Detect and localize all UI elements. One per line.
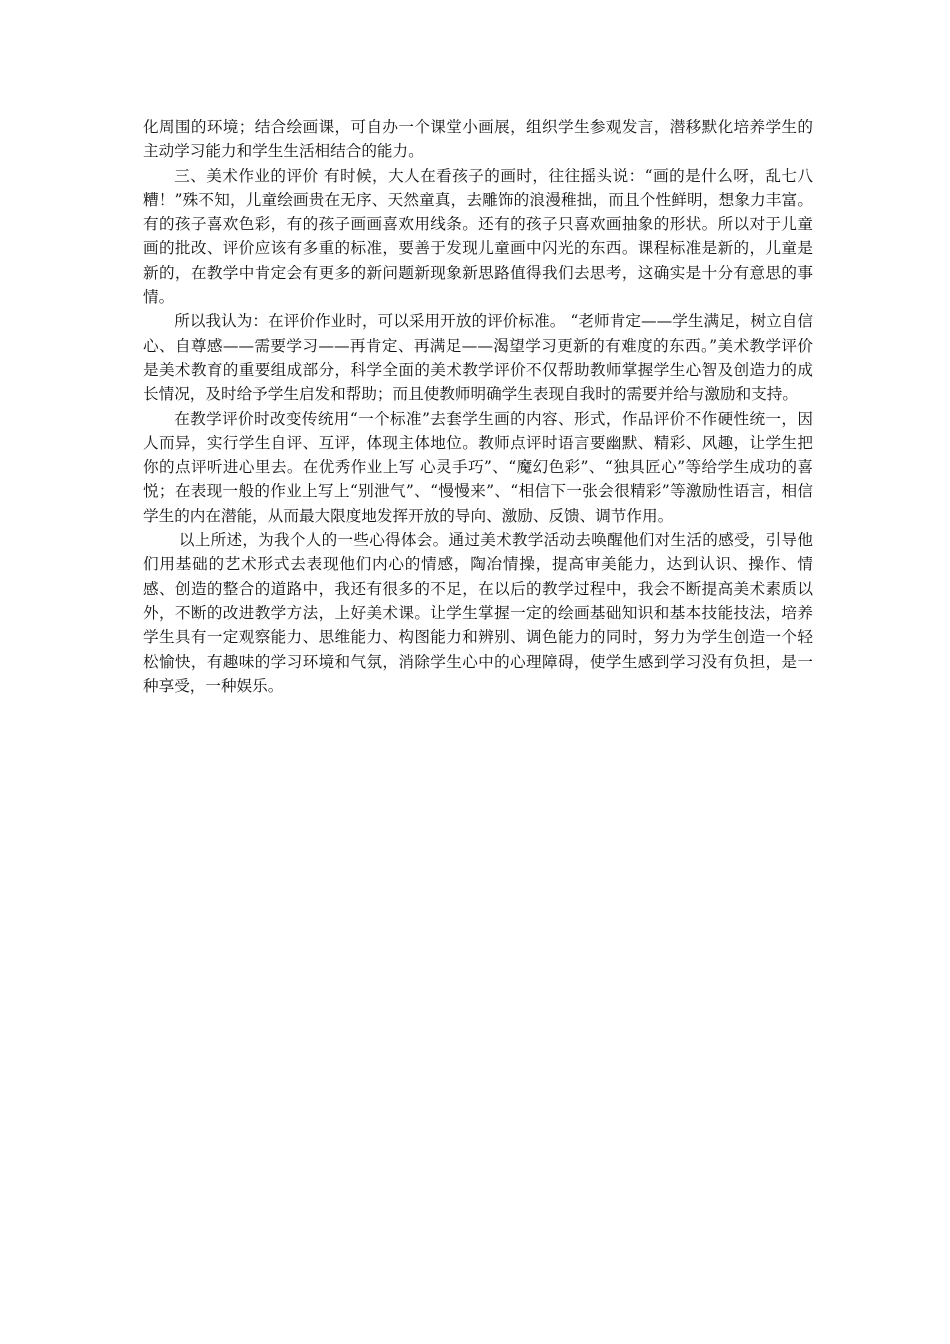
paragraph-teaching-evaluation-change: 在教学评价时改变传统用“一个标准”去套学生画的内容、形式，作品评价不作硬性统一，因人而异，实行学生自评、互评，体现主体地位。教师点评时语言要幽默、精彩、风趣，让学生把你的点评听进心里去。在优秀作业上写 心灵手巧”、“魔幻色彩”、“独具匠心”等给学生成功的喜悦；在表现一般的作业上写上“别泄气”、“慢慢来”、“相信下一张会很精彩”等激励性语言，相信学生的内在潜能，从而最大限度地发挥开放的导向、激励、反馈、调节作用。	[143, 409, 813, 525]
paragraph-continuation: 化周围的环境；结合绘画课，可自办一个课堂小画展，组织学生参观发言，潜移默化培养学生的主动学习能力和学生生活相结合的能力。	[143, 118, 813, 161]
paragraph-summary: 以上所述，为我个人的一些心得体会。通过美术教学活动去唤醒他们对生活的感受，引导他们用基础的艺术形式去表现他们内心的情感，陶冶情操，提高审美能力，达到认识、操作、情感、创造的整合的道路中，我还有很多的不足，在以后的教学过程中，我会不断提高美术素质以外，不断的改进教学方法，上好美术课。让学生掌握一定的绘画基础知识和基本技能技法，培养学生具有一定观察能力、思维能力、构图能力和辨别、调色能力的同时，努力为学生创造一个轻松愉快，有趣味的学习环境和气氛，消除学生心中的心理障碍，使学生感到学习没有负担，是一种享受，一种娱乐。	[143, 531, 813, 695]
document-body	[143, 115, 813, 698]
paragraph-art-homework-evaluation: 三、美术作业的评价 有时候，大人在看孩子的画时，往往摇头说：“画的是什么呀，乱七八糟！”殊不知，儿童绘画贵在无序、天然童真，去雕饰的浪漫稚拙，而且个性鲜明，想象力丰富。有的孩子喜欢色彩，有的孩子画画喜欢用线条。还有的孩子只喜欢画抽象的形状。所以对于儿童画的批改、评价应该有多重的标准，要善于发现儿童画中闪光的东西。课程标准是新的，儿童是新的，在教学中肯定会有更多的新问题新现象新思路值得我们去思考，这确实是十分有意思的事情。	[143, 166, 813, 307]
paragraph-open-evaluation-standard: 所以我认为：在评价作业时，可以采用开放的评价标准。 “老师肯定——学生满足，树立自信心、自尊感——需要学习——再肯定、再满足——渴望学习更新的有难度的东西。”美术教学评价是美术教育的重要组成部分，科学全面的美术教学评价不仅帮助教师掌握学生心智及创造力的成长情况，及时给予学生启发和帮助；而且使教师明确学生表现自我时的需要并给与激励和支持。	[143, 312, 813, 404]
